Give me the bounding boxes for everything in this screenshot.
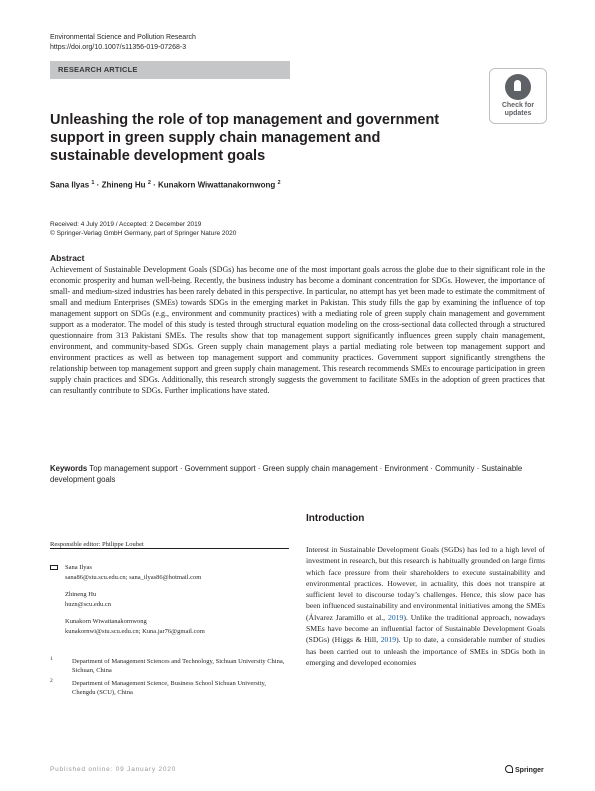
author-separator: · [153, 180, 156, 190]
article-history [50, 220, 236, 238]
author-affiliation-ref: 1 [91, 180, 95, 186]
abstract-text: Achievement of Sustainable Development Goals (SDGs) has become one of the most important goals across the globe due to their significant role in the economic prosperity and human well-being. Recently, the business industry has become a dominant concentration for SDGs. However, the importance of small- and medium-sized industries has been rarely debated in this perspective. In particular, no attempt has yet been made to estimate the commitment of small and medium Enterprises (SMEs) towards SDGs in the emerging market in Pakistan. This study fills the gap by examining the influence of top management support on SDGs (e.g., environment and community practices) with a mediating role of green supply chain management and government support as a moderator. The model of this study is tested through structural equation modeling on the cross-sectional data collected through a structured questionnaire from 313 Pakistani SMEs. The results show that top management support significantly influences green supply chain management, environment, and community-based SDGs. Green supply chain management plays a partial mediating role between top management support and environment practices as well as between top management support and community practices. Government support significantly strengthens the relationship between top management support and green supply chain management. This research recommends SMEs to encourage participation in green supply chain practices and SDGs. Additionally, this research strongly suggests the government to facilitate SMEs in the adoption of green practices that can resultantly contribute to SDGs. Further implications have stated. [50, 265, 545, 395]
contact-email[interactable]: sana86@stu.scu.edu.cn; sana_ilyas86@hotmail.com [65, 573, 202, 581]
citation-link[interactable]: 2019 [380, 635, 397, 645]
intro-text-part: Interest in Sustainable Development Goals (SGDs) has led to a high level of investment in research, but this research is habitually grounded on large firms which face pressure from their shareholders to execute sustainability and environmental practices. However, in actuality, this does not transpire at sufficient level to discourse today’s challenges. Hence, this slow pace has been influenced sustainability and environmental initiatives among the SMEs (Álvarez Jaramillo et al., [306, 545, 545, 622]
doi-link[interactable]: https://doi.org/10.1007/s11356-019-07268-3 [50, 44, 187, 51]
affiliation-text: Department of Management Science, Business School Sichuan University, Chengdu (SCU), China [72, 680, 266, 696]
citation-link[interactable]: 2019 [387, 612, 404, 622]
author-name[interactable]: Zhineng Hu [101, 180, 146, 190]
footnote-divider [50, 548, 289, 549]
badge-line1: Check for [501, 102, 535, 109]
author-name[interactable]: Sana Ilyas [50, 180, 90, 190]
journal-header [50, 33, 196, 53]
author-separator: · [96, 180, 100, 190]
responsible-editor: Responsible editor: Philippe Loubet [50, 541, 144, 548]
abstract-heading: Abstract [50, 253, 85, 263]
author-contacts [50, 563, 289, 644]
introduction-heading: Introduction [306, 513, 365, 524]
keywords-label: Keywords [50, 464, 88, 473]
affiliations [50, 657, 289, 701]
journal-name: Environmental Science and Pollution Research [50, 34, 196, 41]
check-for-updates-badge[interactable] [489, 68, 547, 124]
copyright-line: © Springer-Verlag GmbH Germany, part of Springer Nature 2020 [50, 230, 237, 237]
affiliation-item [50, 657, 289, 675]
springer-horse-icon [505, 765, 513, 773]
intro-text-part: ). Up to date, a considerable number of studies has been carried out to unleash the importance of SMEs in SDGs both in emerging and developed economies [306, 635, 545, 667]
contact-name: Sana Ilyas [65, 564, 92, 571]
envelope-icon [50, 565, 58, 570]
introduction-text [306, 544, 545, 668]
affiliation-item [50, 679, 289, 697]
keywords-list: Top management support · Government support · Green supply chain management · Environment · Community · Sustainable development goals [50, 464, 523, 484]
author-affiliation-ref: 2 [277, 180, 281, 186]
affiliation-number: 1 [50, 656, 53, 662]
affiliation-text: Department of Management Sciences and Technology, Sichuan University China, Sichuan, China [72, 658, 285, 674]
contact-entry [50, 563, 289, 582]
article-title: Unleashing the role of top management and government support in green supply chain management and sustainable development goals [50, 112, 440, 164]
contact-name: Zhineng Hu [65, 591, 97, 598]
publisher-logo [505, 765, 544, 774]
publisher-name: Springer [515, 767, 544, 774]
article-type-banner: RESEARCH ARTICLE [50, 61, 290, 79]
contact-entry [50, 617, 289, 636]
contact-email[interactable]: huzn@scu.edu.cn [65, 600, 112, 608]
author-list [50, 180, 281, 190]
author-affiliation-ref: 2 [147, 180, 151, 186]
contact-name: Kunakorn Wiwattanakornwong [65, 618, 147, 625]
intro-text-part: ). Unlike the traditional approach, nowadays SMEs have become an influential factor of Sustainable Development Goals (SDGs) (Higgs & Hill, [306, 612, 545, 645]
badge-line2: updates [504, 110, 532, 117]
keywords-block [50, 463, 545, 485]
published-online-date: Published online: 09 January 2020 [50, 766, 177, 773]
affiliation-number: 2 [50, 678, 53, 684]
received-accepted-dates: Received: 4 July 2019 / Accepted: 2 December 2019 [50, 221, 202, 228]
contact-email[interactable]: kunakornwi@stu.scu.edu.cn; Kuna.jar76@gmail.com [65, 627, 205, 635]
bookmark-icon [505, 74, 531, 100]
author-name[interactable]: Kunakorn Wiwattanakornwong [158, 180, 276, 190]
contact-entry [50, 590, 289, 609]
